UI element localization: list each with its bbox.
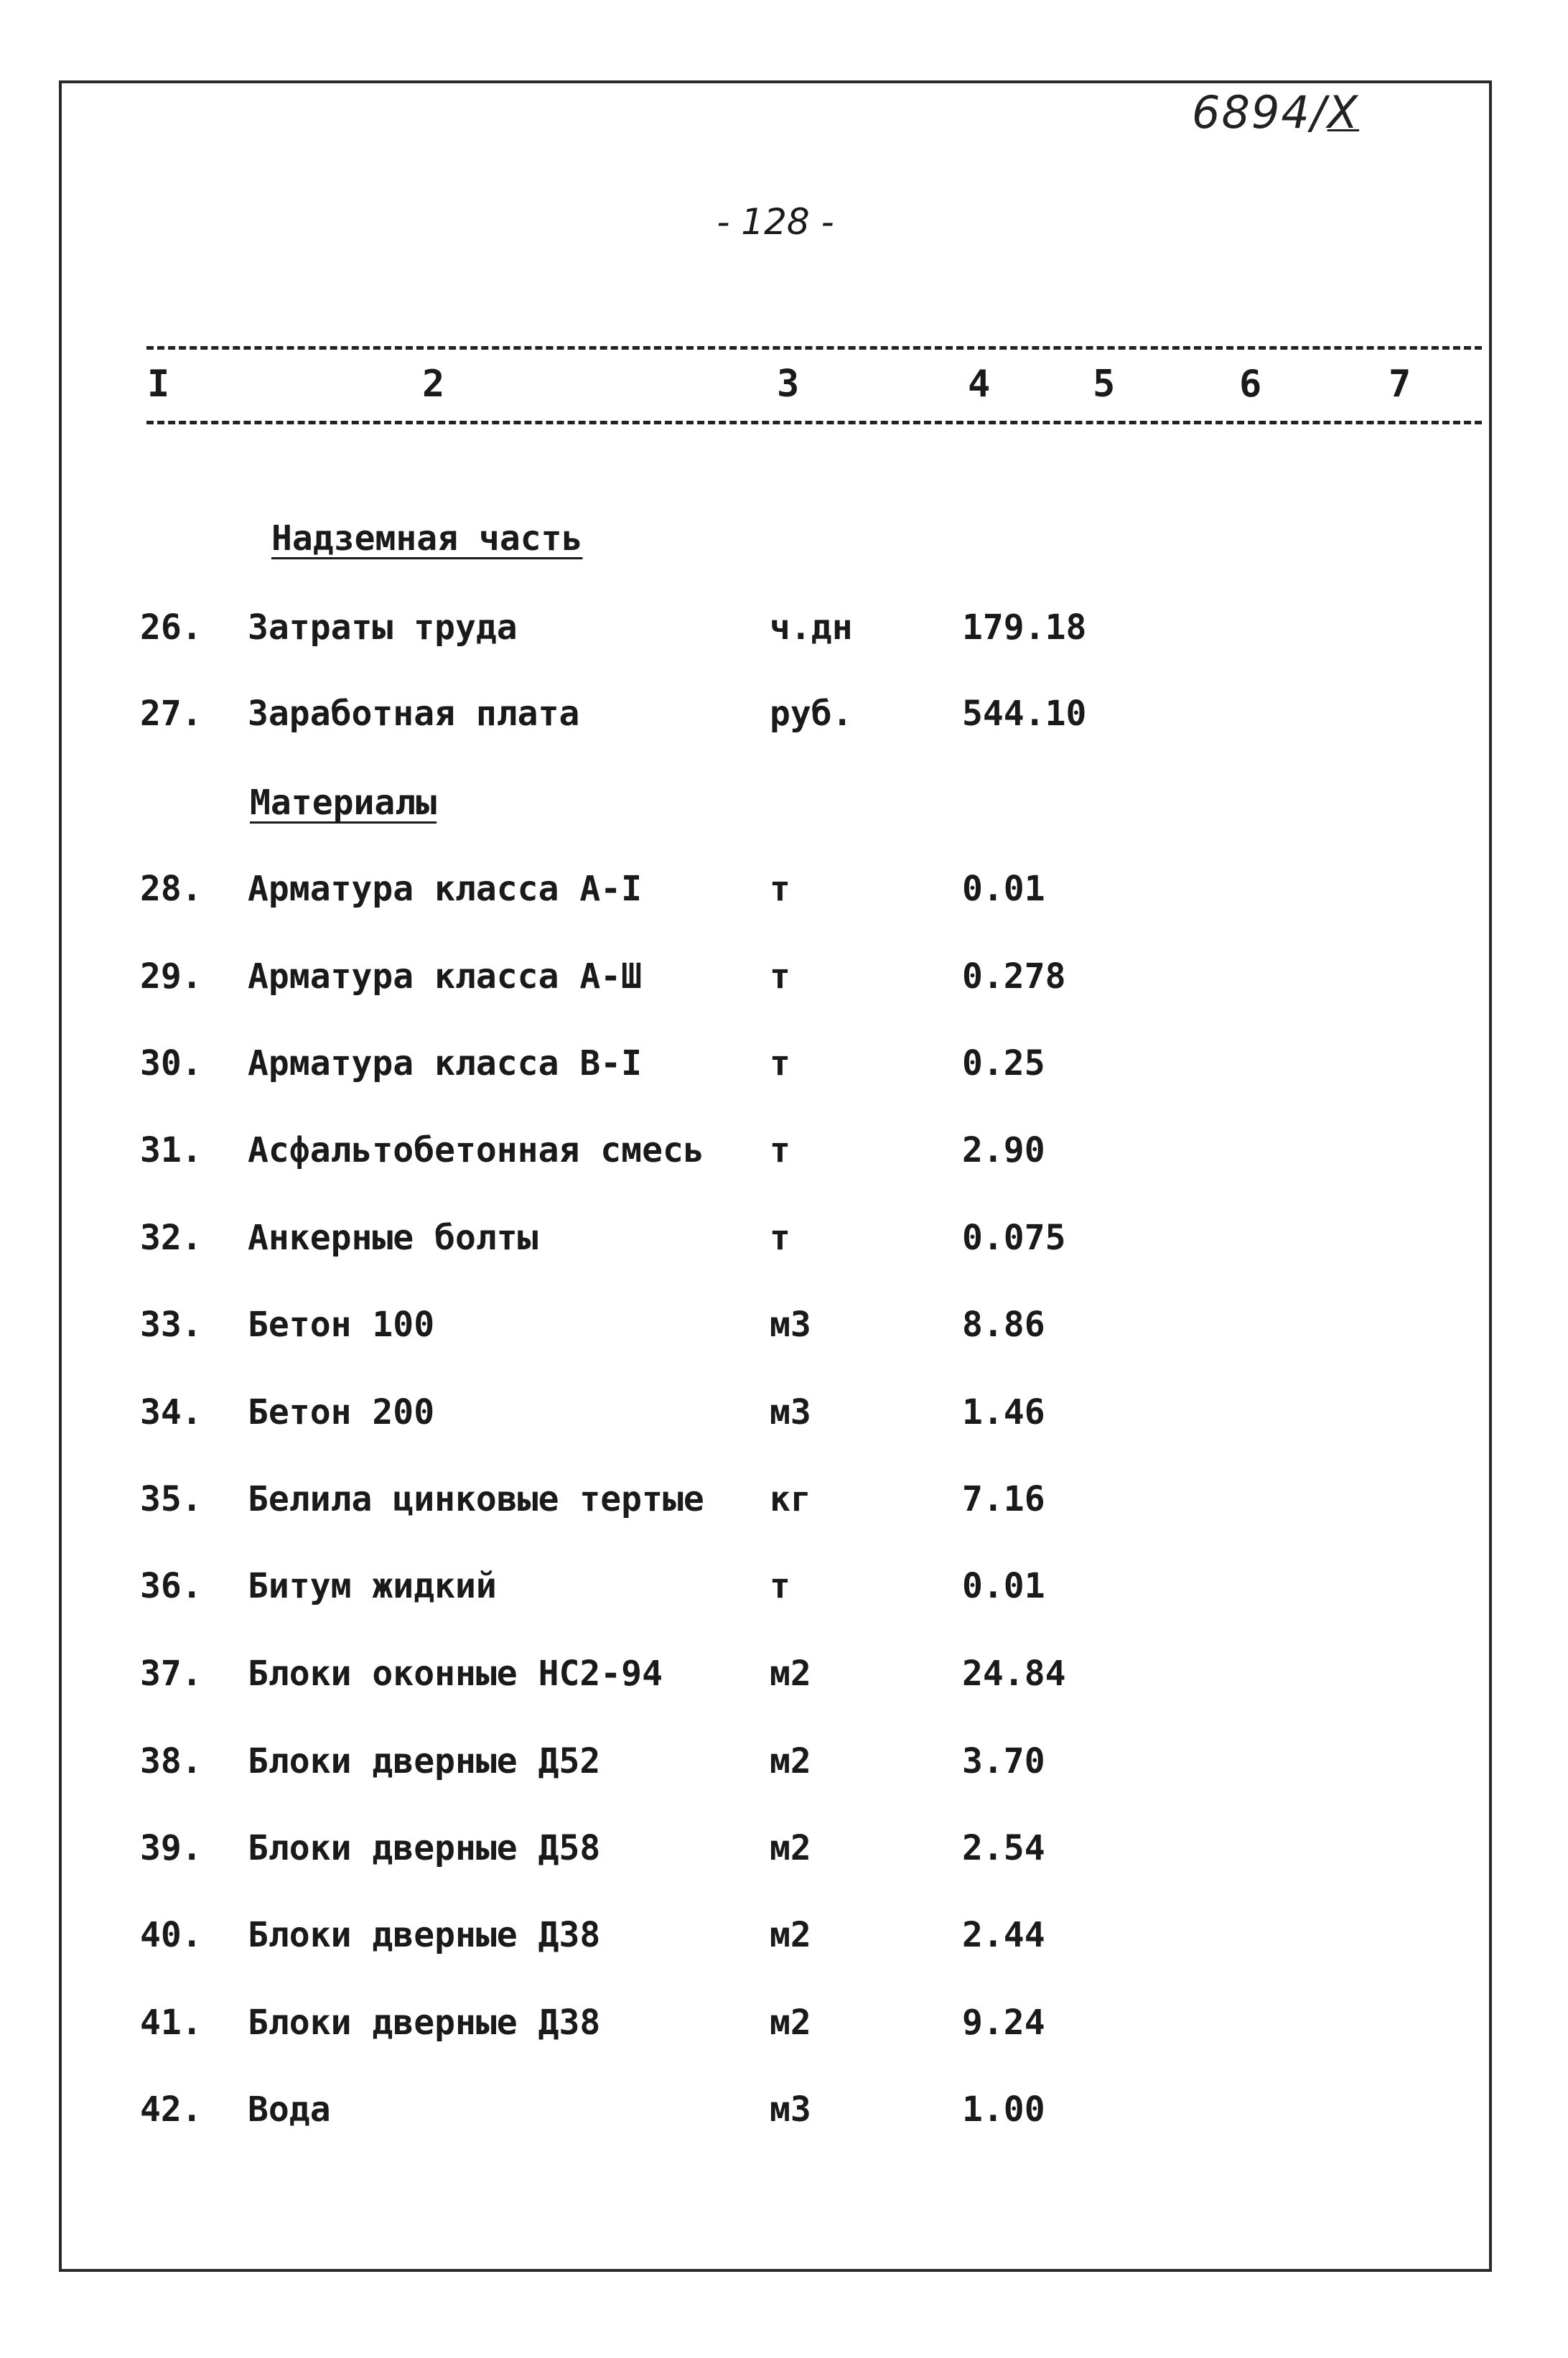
row-number: 30. [140, 1043, 202, 1084]
row-number: 32. [140, 1218, 202, 1258]
column-header-6: 6 [1239, 363, 1262, 406]
row-quantity: 544.10 [962, 694, 1087, 734]
table-row [0, 1043, 1568, 1101]
table-row [0, 956, 1568, 1014]
row-name: Блоки дверные Д38 [248, 1915, 601, 1955]
row-name: Блоки оконные НС2-94 [248, 1654, 663, 1694]
row-number: 35. [140, 1479, 202, 1519]
table-row [0, 1741, 1568, 1799]
table-row [0, 2089, 1568, 2147]
row-unit: кг [770, 1479, 811, 1519]
row-unit: т [770, 1218, 790, 1258]
row-unit: т [770, 869, 790, 909]
row-number: 38. [140, 1741, 202, 1781]
row-name: Битум жидкий [248, 1566, 497, 1606]
row-unit: м2 [770, 1915, 811, 1955]
row-number: 34. [140, 1392, 202, 1432]
row-unit: т [770, 1043, 790, 1084]
row-quantity: 0.075 [962, 1218, 1066, 1258]
row-name: Бетон 100 [248, 1305, 435, 1345]
column-header-3: 3 [777, 363, 800, 406]
table-row [0, 1392, 1568, 1450]
row-number: 39. [140, 1828, 202, 1868]
table-row [0, 1130, 1568, 1188]
row-number: 37. [140, 1654, 202, 1694]
row-unit: т [770, 1566, 790, 1606]
row-name: Затраты труда [248, 607, 518, 648]
row-number: 41. [140, 2003, 202, 2043]
row-number: 26. [140, 607, 202, 648]
column-header-4: 4 [968, 363, 991, 406]
row-quantity: 0.25 [962, 1043, 1045, 1084]
row-name: Асфальтобетонная смесь [248, 1130, 704, 1170]
row-quantity: 9.24 [962, 2003, 1045, 2043]
row-quantity: 2.54 [962, 1828, 1045, 1868]
table-row [0, 1218, 1568, 1275]
row-quantity: 1.46 [962, 1392, 1045, 1432]
column-header-7: 7 [1389, 363, 1411, 406]
row-number: 42. [140, 2089, 202, 2130]
row-number: 36. [140, 1566, 202, 1606]
column-header-5: 5 [1093, 363, 1116, 406]
row-quantity: 7.16 [962, 1479, 1045, 1519]
row-number: 27. [140, 694, 202, 734]
row-quantity: 0.01 [962, 1566, 1045, 1606]
table-row [0, 607, 1568, 665]
row-number: 28. [140, 869, 202, 909]
row-name: Белила цинковые тертые [248, 1479, 704, 1519]
row-name: Заработная плата [248, 694, 580, 734]
row-unit: т [770, 956, 790, 997]
table-row [0, 1479, 1568, 1537]
table-row [0, 2003, 1568, 2060]
table-row [0, 1305, 1568, 1362]
row-number: 31. [140, 1130, 202, 1170]
table-row [0, 1915, 1568, 1972]
section-heading-materials: Материалы [250, 783, 437, 823]
row-name: Бетон 200 [248, 1392, 435, 1432]
row-quantity: 0.01 [962, 869, 1045, 909]
row-number: 29. [140, 956, 202, 997]
row-name: Анкерные болты [248, 1218, 538, 1258]
row-unit: м2 [770, 1741, 811, 1781]
row-quantity: 24.84 [962, 1654, 1066, 1694]
row-name: Арматура класса В-I [248, 1043, 643, 1084]
table-header-bottom-rule [146, 421, 1482, 424]
row-quantity: 0.278 [962, 956, 1066, 997]
row-unit: м2 [770, 1828, 811, 1868]
row-unit: ч.дн [770, 607, 853, 648]
table-header-top-rule [146, 346, 1482, 350]
row-unit: м3 [770, 2089, 811, 2130]
row-unit: т [770, 1130, 790, 1170]
column-header-2: 2 [422, 363, 445, 406]
column-header-1: I [147, 363, 170, 406]
table-row [0, 1654, 1568, 1711]
table-row [0, 1566, 1568, 1623]
document-code-suffix: X [1327, 86, 1360, 139]
page-number: - 128 - [717, 201, 834, 243]
row-name: Блоки дверные Д52 [248, 1741, 601, 1781]
row-unit: м3 [770, 1392, 811, 1432]
document-code [1192, 86, 1359, 139]
row-unit: м2 [770, 1654, 811, 1694]
row-unit: м2 [770, 2003, 811, 2043]
row-quantity: 2.44 [962, 1915, 1045, 1955]
row-quantity: 8.86 [962, 1305, 1045, 1345]
row-name: Вода [248, 2089, 331, 2130]
row-unit: м3 [770, 1305, 811, 1345]
table-row [0, 869, 1568, 926]
row-number: 40. [140, 1915, 202, 1955]
row-name: Арматура класса А-I [248, 869, 643, 909]
row-quantity: 1.00 [962, 2089, 1045, 2130]
row-number: 33. [140, 1305, 202, 1345]
table-row [0, 1828, 1568, 1886]
row-quantity: 179.18 [962, 607, 1087, 648]
row-unit: руб. [770, 694, 853, 734]
row-name: Блоки дверные Д38 [248, 2003, 601, 2043]
row-name: Арматура класса А-Ш [248, 956, 643, 997]
row-quantity: 3.70 [962, 1741, 1045, 1781]
document-code-main: 6894/ [1192, 86, 1327, 139]
section-heading-above-ground: Надземная часть [271, 518, 583, 559]
table-row [0, 694, 1568, 751]
row-quantity: 2.90 [962, 1130, 1045, 1170]
row-name: Блоки дверные Д58 [248, 1828, 601, 1868]
